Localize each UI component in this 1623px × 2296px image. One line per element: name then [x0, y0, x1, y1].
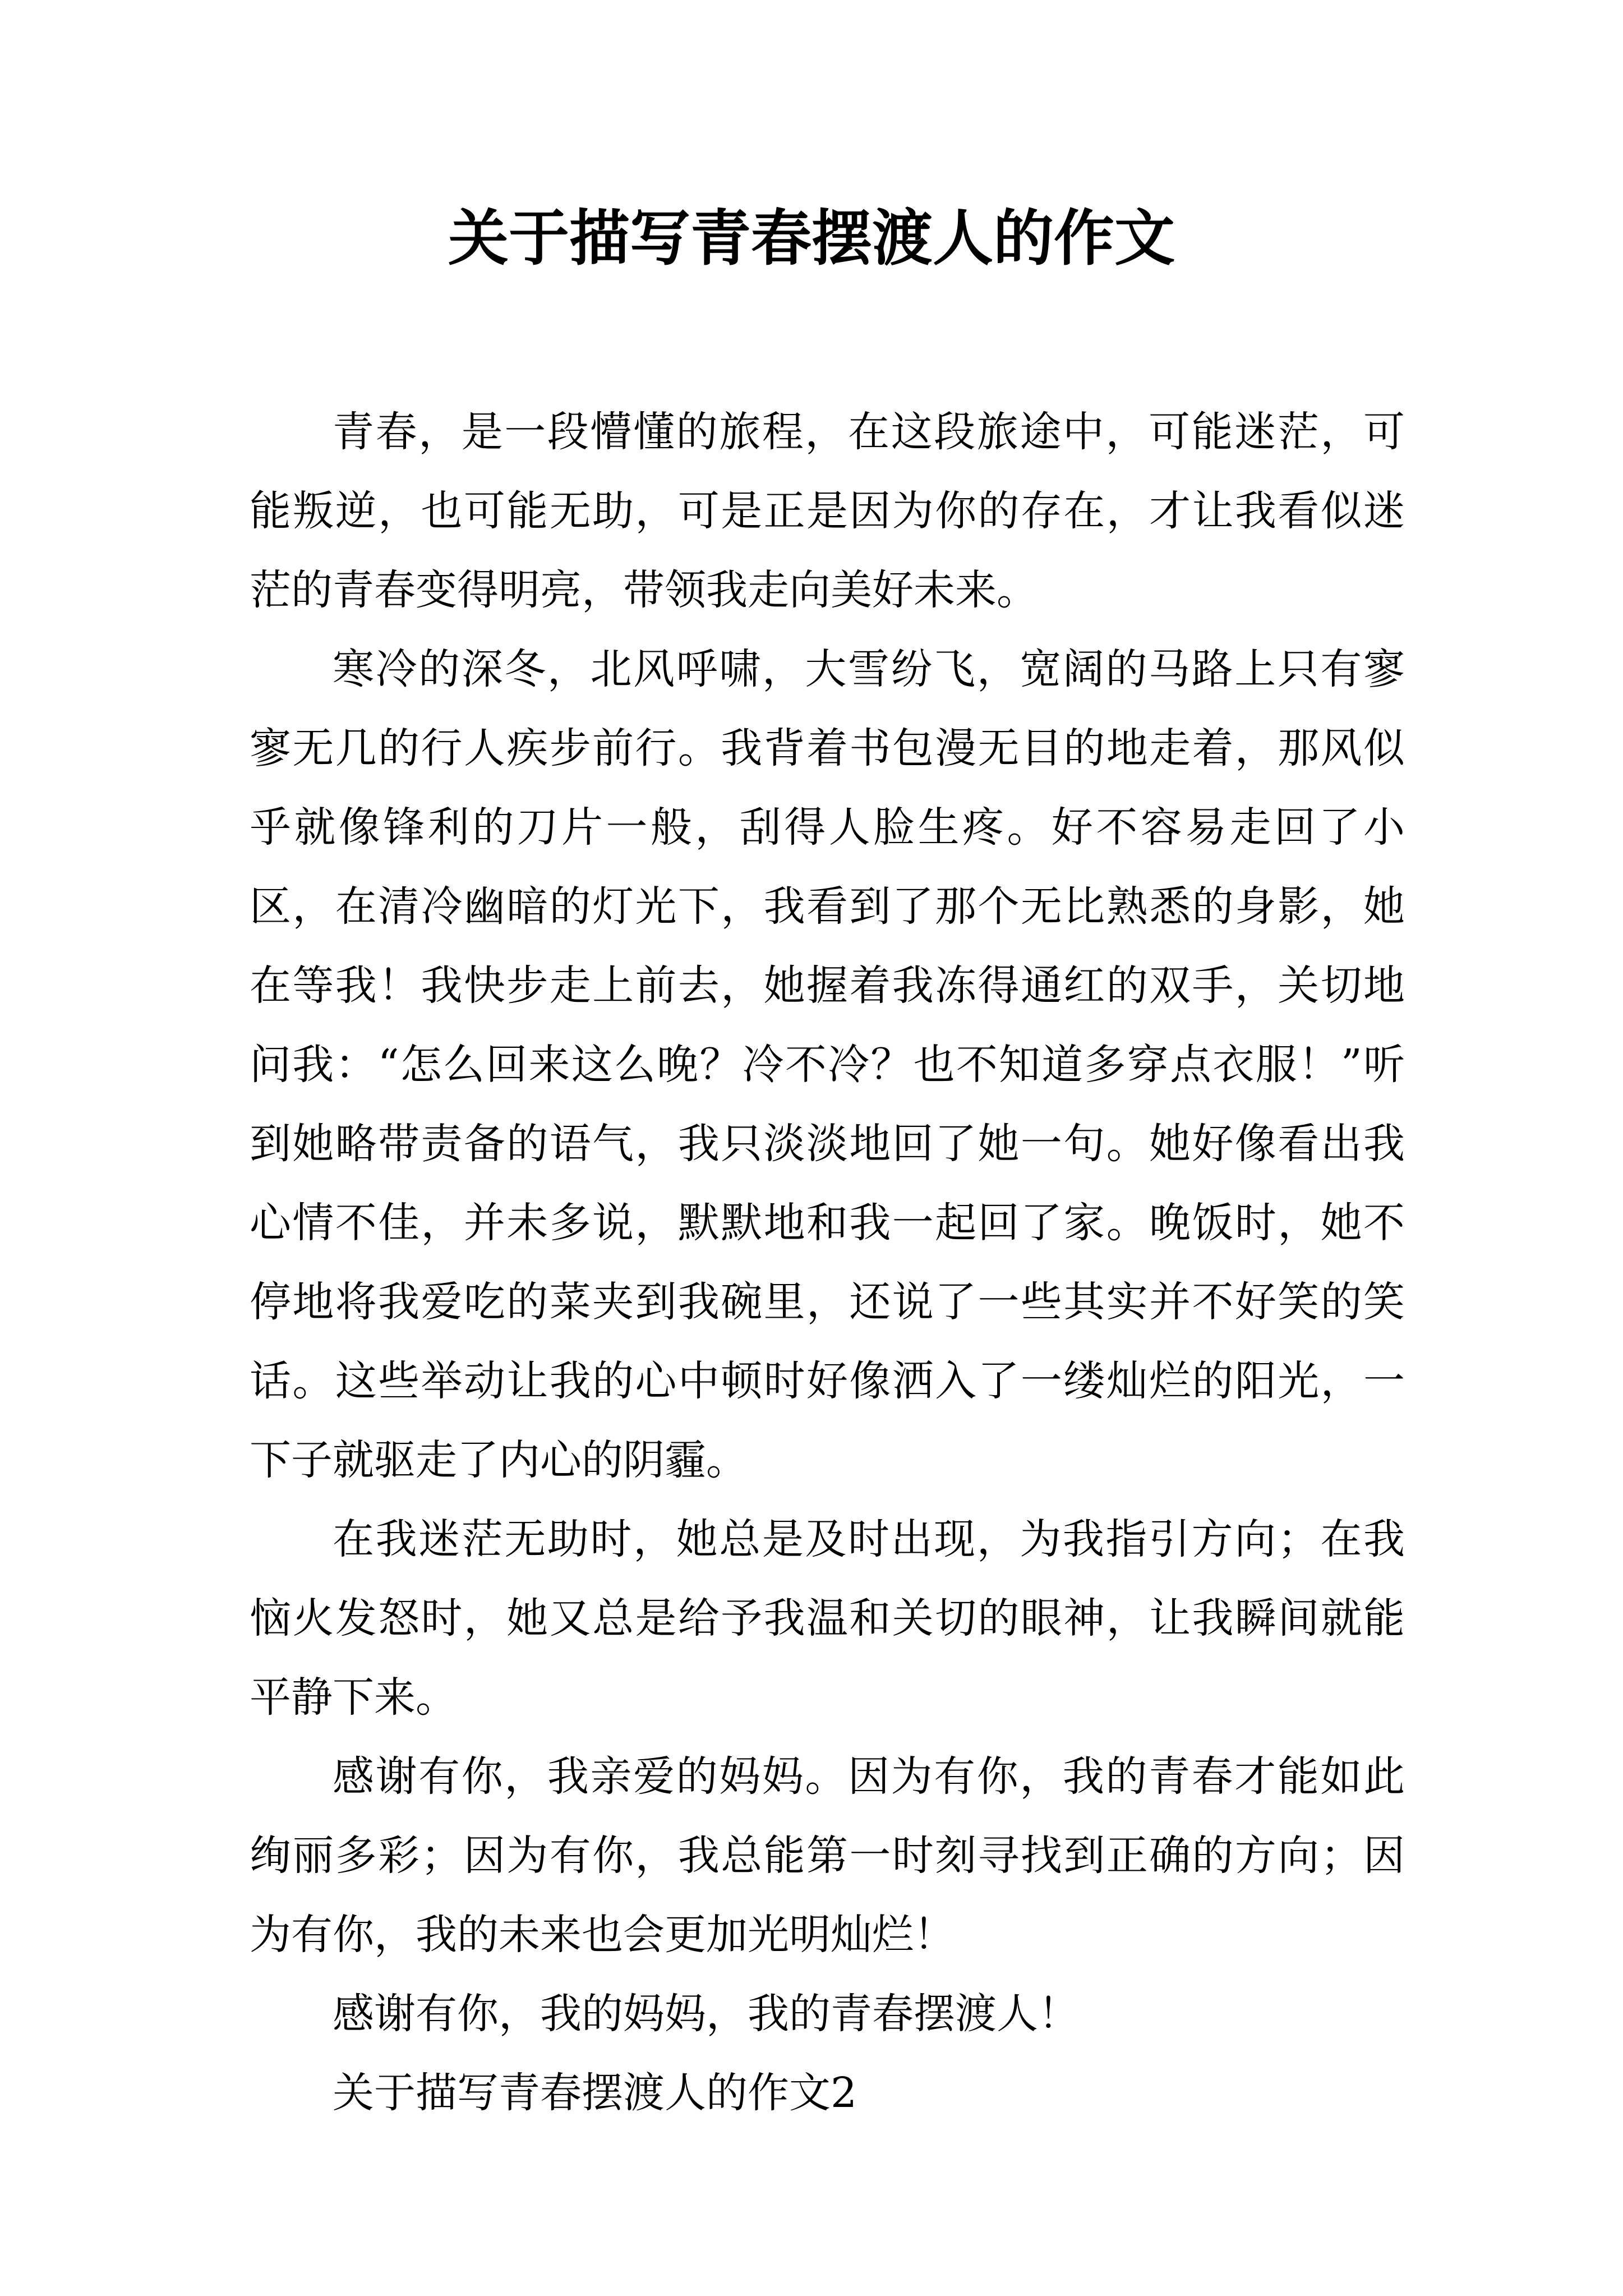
document-body — [250, 393, 1405, 2133]
paragraph: 感谢有你，我的妈妈，我的青春摆渡人！ — [333, 1990, 1080, 2038]
paragraph: 感谢有你，我亲爱的妈妈。因为有你，我的青春才能如此绚丽多彩；因为有你，我总能第一时刻寻找到正确的方向；因为有你，我的未来也会更加光明灿烂！ — [250, 1752, 1405, 1959]
document-title: 关于描写青春摆渡人的作文 — [448, 203, 1175, 274]
paragraph: 青春，是一段懵懂的旅程，在这段旅途中，可能迷茫，可能叛逆，也可能无助，可是正是因为你的存在，才让我看似迷茫的青春变得明亮，带领我走向美好未来。 — [250, 408, 1405, 614]
paragraph: 寒冷的深冬，北风呼啸，大雪纷飞，宽阔的马路上只有寥寥无几的行人疾步前行。我背着书包漫无目的地走着，那风似乎就像锋利的刀片一般，刮得人脸生疼。好不容易走回了小区，在清冷幽暗的灯光下，我看到了那个无比熟悉的身影，她在等我！我快步走上前去，她握着我冻得通红的双手，关切地问我：“怎么回来这么晚？冷不冷？也不知道多穿点衣服！”听到她略带责备的语气，我只淡淡地回了她一句。她好像看出我心情不佳，并未多说，默默地和我一起回了家。晚饭时，她不停地将我爱吃的菜夹到我碗里，还说了一些其实并不好笑的笑话。这些举动让我的心中顿时好像洒入了一缕灿烂的阳光，一下子就驱走了内心的阴霾。 — [250, 645, 1405, 1484]
paragraph: 在我迷茫无助时，她总是及时出现，为我指引方向；在我恼火发怒时，她又总是给予我温和关切的眼神，让我瞬间就能平静下来。 — [250, 1515, 1405, 1722]
paragraph: 关于描写青春摆渡人的作文2 — [333, 2069, 857, 2117]
